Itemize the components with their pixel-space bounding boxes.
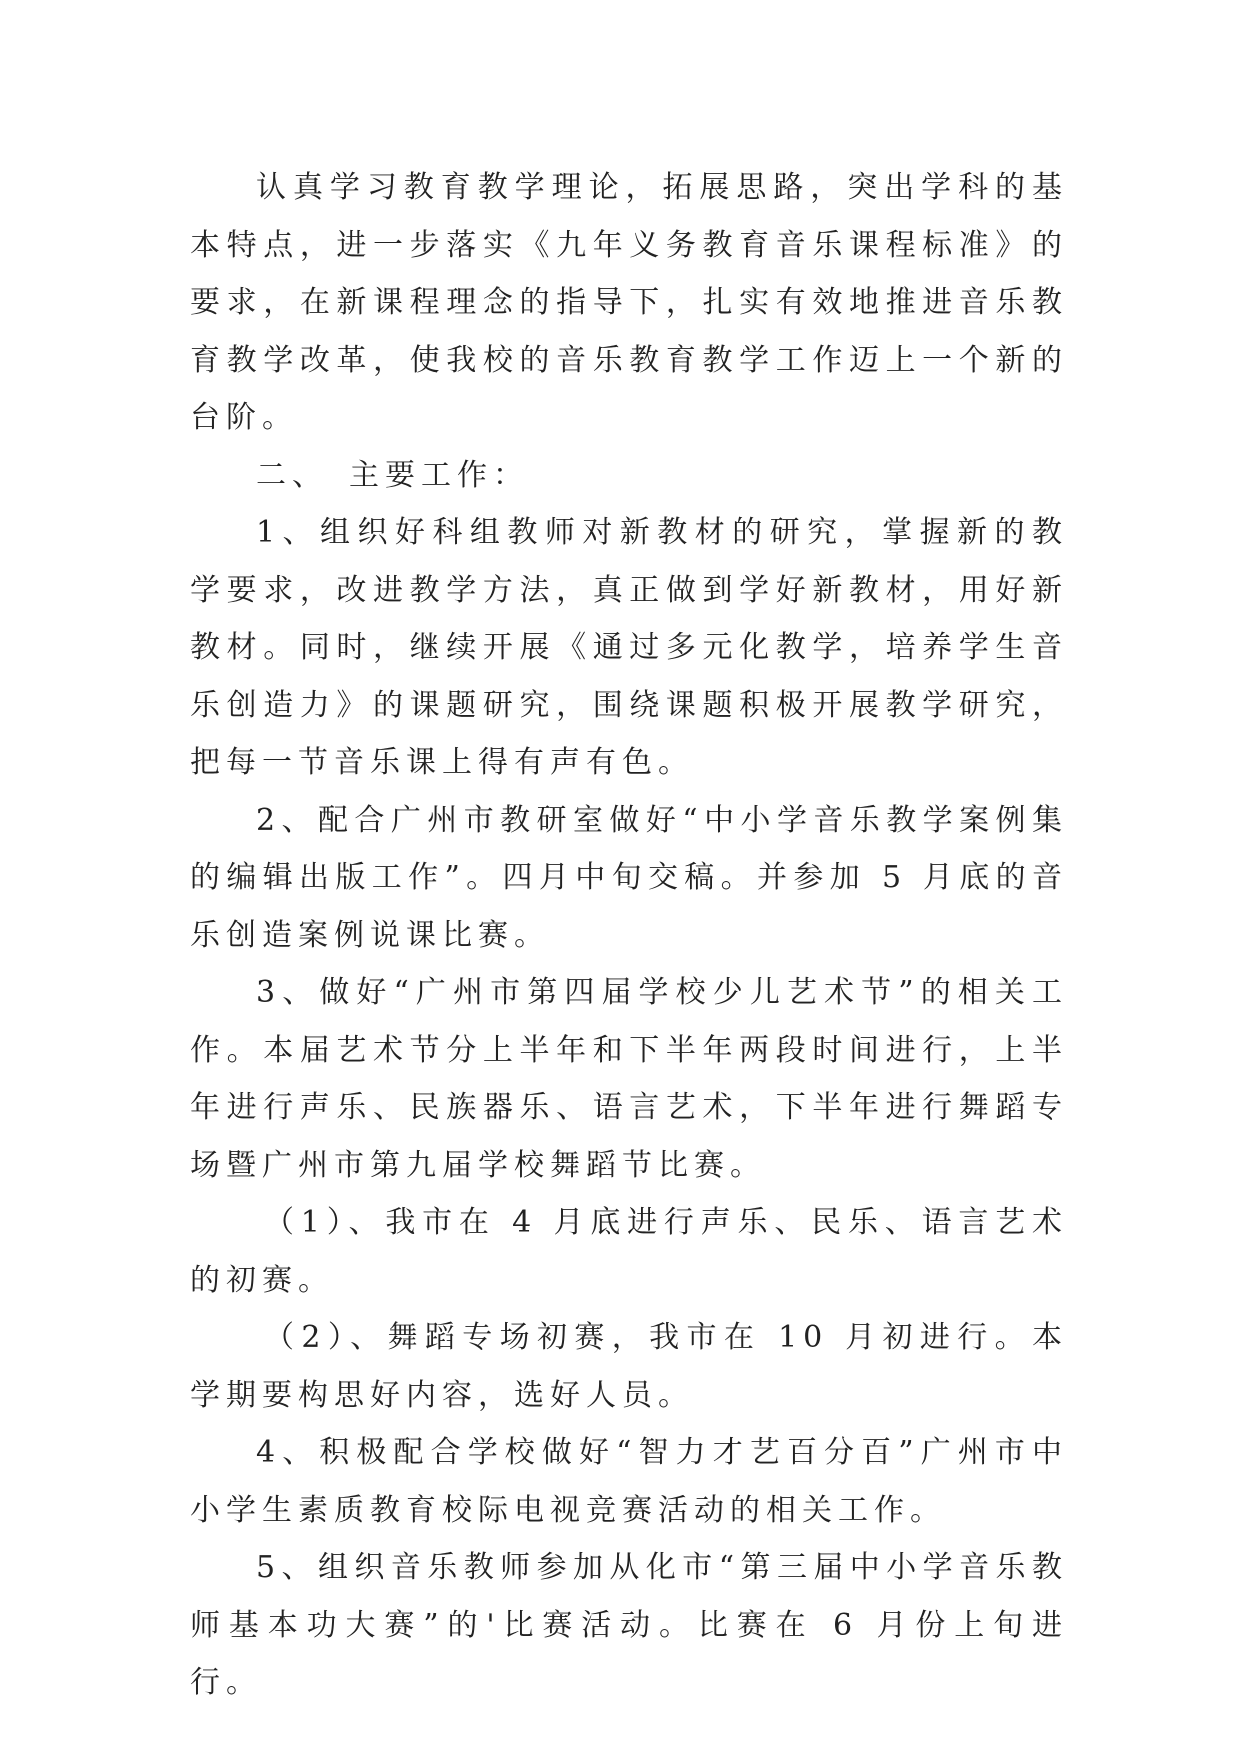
section-heading-main-work: 二、 主要工作： [256, 457, 529, 493]
paragraph-item-3-sub-2: （2）、舞蹈专场初赛，我市在 10 月初进行。本学期要构思好内容，选好人员。 [190, 1320, 1068, 1413]
paragraph-item-2: 2、配合广州市教研室做好“中小学音乐教学案例集的编辑出版工作”。四月中旬交稿。并参加 5 月底的音乐创造案例说课比赛。 [190, 802, 1068, 953]
paragraph-item-3: 3、做好“广州市第四届学校少儿艺术节”的相关工作。本届艺术节分上半年和下半年两段时间进行，上半年进行声乐、民族器乐、语言艺术，下半年进行舞蹈专场暨广州市第九届学校舞蹈节比赛。 [190, 975, 1068, 1183]
paragraph-item-4: 4、积极配合学校做好“智力才艺百分百”广州市中小学生素质教育校际电视竞赛活动的相关工作。 [190, 1435, 1068, 1528]
paragraph-intro: 认真学习教育教学理论，拓展思路，突出学科的基本特点，进一步落实《九年义务教育音乐课程标准》的要求，在新课程理念的指导下，扎实有效地推进音乐教育教学改革，使我校的音乐教育教学工作迈上一个新的台阶。 [190, 170, 1068, 435]
paragraph-item-5: 5、组织音乐教师参加从化市“第三届中小学音乐教师基本功大赛”的'比赛活动。比赛在 6 月份上旬进行。 [190, 1550, 1068, 1700]
paragraph-item-1: 1、组织好科组教师对新教材的研究，掌握新的教学要求，改进教学方法，真正做到学好新教材，用好新教材。同时，继续开展《通过多元化教学，培养学生音乐创造力》的课题研究，围绕课题积极开展教学研究，把每一节音乐课上得有声有色。 [190, 515, 1068, 780]
paragraph-item-3-sub-1: （1）、我市在 4 月底进行声乐、民乐、语言艺术的初赛。 [190, 1205, 1068, 1298]
document-body [190, 159, 1068, 1712]
